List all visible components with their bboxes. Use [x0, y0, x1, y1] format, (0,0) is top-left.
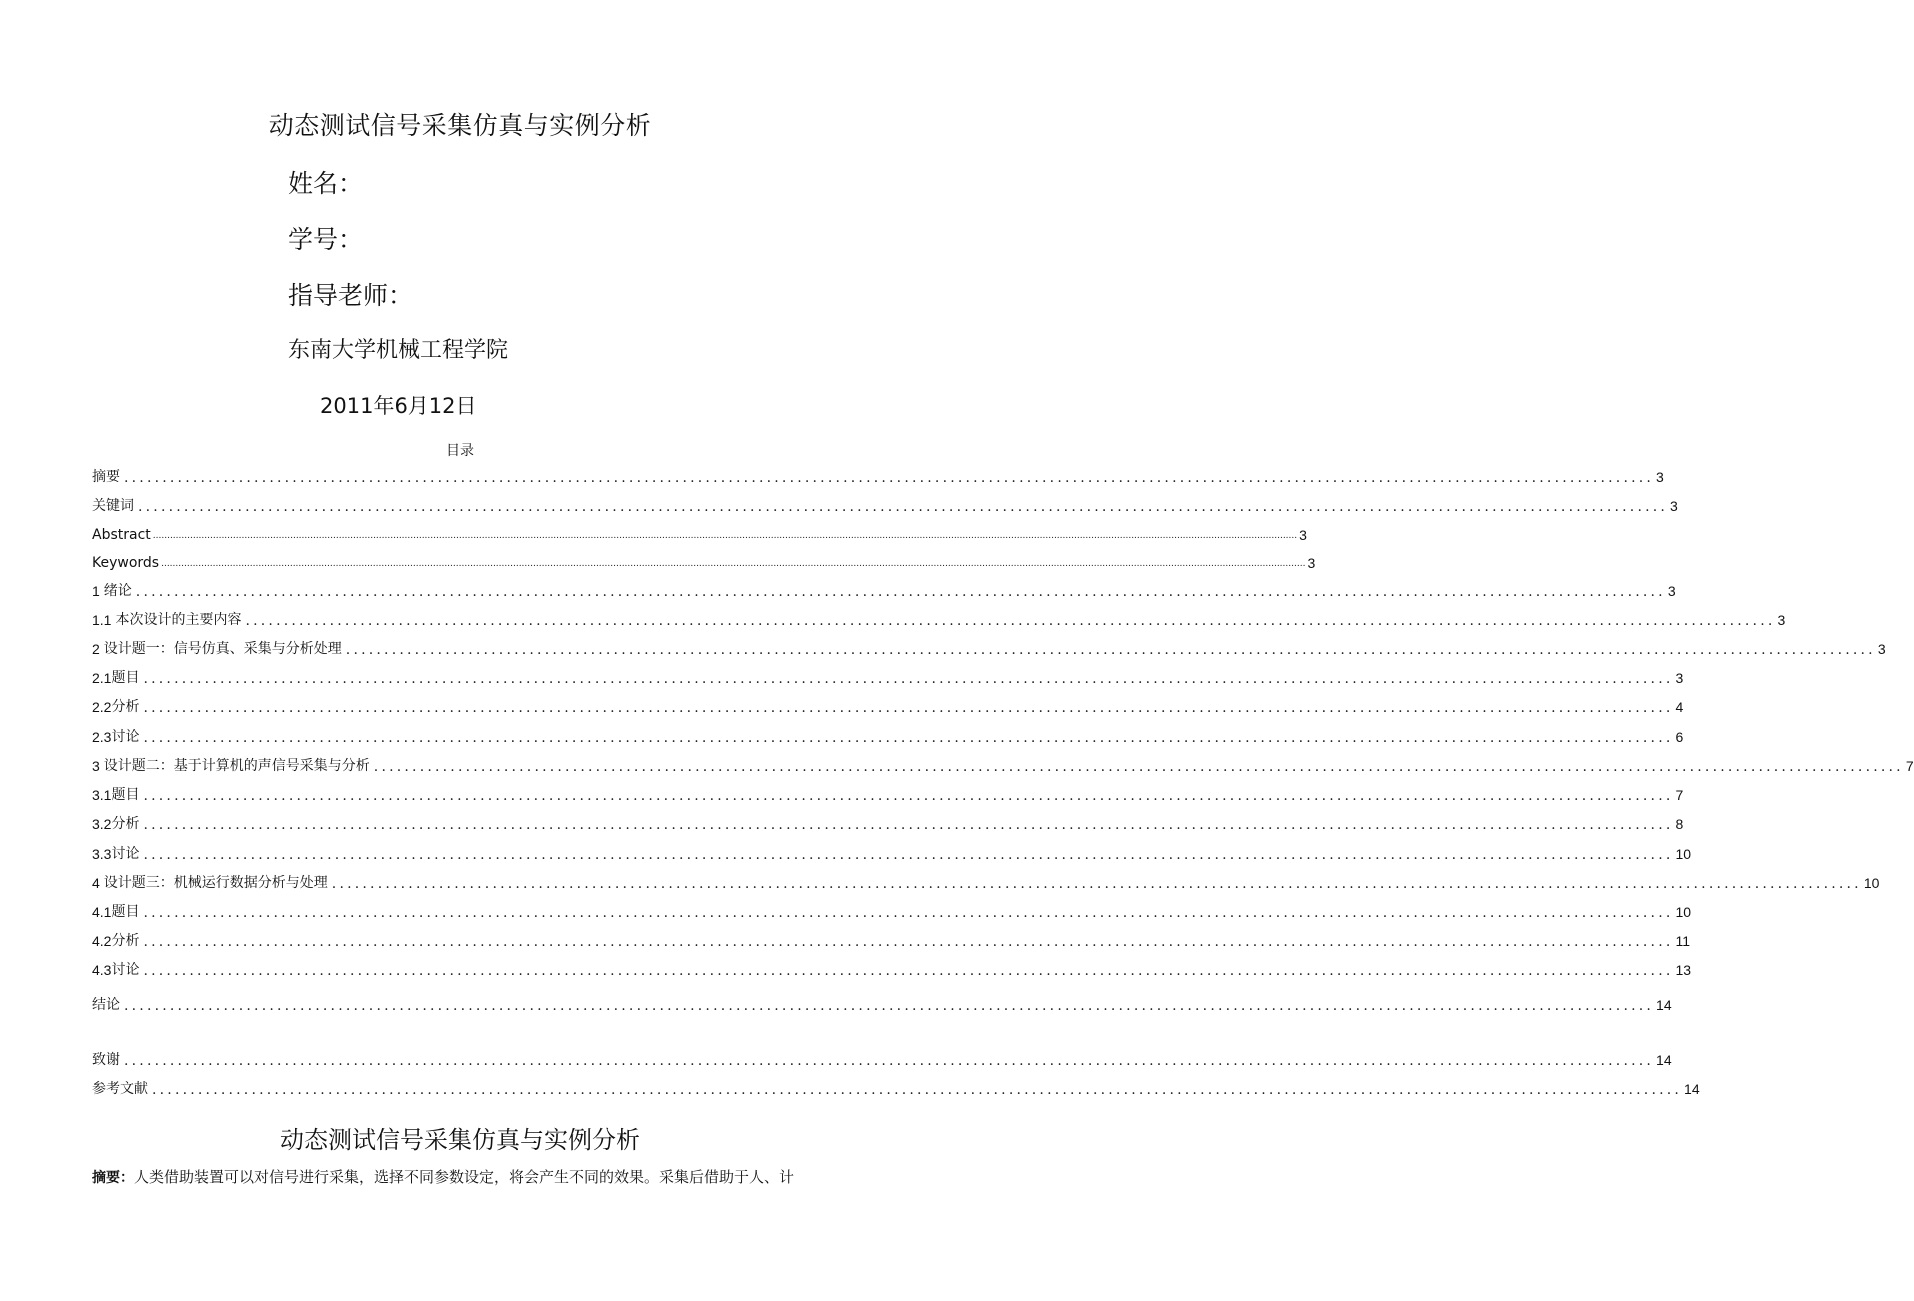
- toc-entry-label: 绪论: [103, 583, 132, 599]
- toc-entry-keywords-cn[interactable]: [92, 495, 1678, 515]
- toc-entry-label: 题目: [111, 904, 140, 920]
- toc-leader-dots: ........................................................................................................................................................................................................: [124, 1053, 1655, 1069]
- toc-entry-label: 分析: [111, 816, 140, 832]
- toc-entry-label: 结论: [92, 997, 120, 1013]
- toc-entry-label: 摘要: [92, 469, 120, 485]
- toc-leader-dots: ........................................................................................................................................................................................................: [143, 700, 1674, 716]
- toc-entry-number: 4: [92, 875, 100, 891]
- toc-entry-section-1[interactable]: [92, 580, 1676, 600]
- toc-entry-page: 10: [1675, 904, 1692, 920]
- toc-entry-page: 6: [1675, 729, 1684, 745]
- toc-entry-section-4-2[interactable]: [92, 930, 1691, 950]
- toc-entry-section-4-3[interactable]: [92, 959, 1692, 979]
- toc-entry-number: 1: [92, 583, 100, 599]
- toc-entry-page: 14: [1656, 997, 1672, 1013]
- toc-entry-page: 3: [1675, 670, 1684, 686]
- toc-entry-page: 7: [1675, 787, 1684, 803]
- toc-entry-number: 2.1: [92, 670, 112, 686]
- toc-entry-label: 设计题二：基于计算机的声信号采集与分析: [103, 758, 370, 774]
- toc-entry-number: 3.3: [92, 846, 112, 862]
- toc-entry-page: 3: [1299, 527, 1307, 543]
- toc-entry-number: 4.3: [92, 962, 112, 978]
- toc-entry-acknowledgements[interactable]: [92, 1049, 1672, 1069]
- toc-entry-label: 参考文献: [92, 1081, 148, 1097]
- toc-entry-number: 4.1: [92, 904, 112, 920]
- toc-leader-dots: ........................................................................................................................................................................................................: [331, 876, 1862, 892]
- toc-entry-label: Abstract: [92, 527, 151, 543]
- school-name: 东南大学机械工程学院: [288, 338, 509, 363]
- toc-entry-section-2[interactable]: [92, 638, 1886, 658]
- toc-entry-section-3-1[interactable]: [92, 784, 1684, 804]
- toc-entry-section-1-1[interactable]: [92, 609, 1786, 629]
- toc-entry-page: 8: [1675, 816, 1684, 832]
- toc-entry-label: 设计题三：机械运行数据分析与处理: [103, 875, 328, 891]
- toc-entry-page: 3: [1670, 498, 1678, 514]
- toc-entry-number: 2.3: [92, 729, 112, 745]
- toc-leader-dots: ................................................................................................................................................................................................................................................................................................................................................................................................................: [152, 531, 1298, 541]
- toc-entry-section-2-2[interactable]: [92, 696, 1684, 716]
- toc-entry-number: 1.1: [92, 612, 112, 628]
- abstract-label: 摘要：: [92, 1170, 134, 1186]
- toc-entry-label: 致谢: [92, 1052, 120, 1068]
- toc-entry-abstract-cn[interactable]: [92, 466, 1664, 486]
- cover-date: 2011年6月12日: [320, 394, 477, 418]
- toc-leader-dots: ........................................................................................................................................................................................................: [124, 470, 1655, 486]
- toc-entry-page: 4: [1675, 699, 1684, 715]
- toc-leader-dots: ........................................................................................................................................................................................................: [143, 730, 1674, 746]
- toc-leader-dots: ........................................................................................................................................................................................................: [152, 1082, 1683, 1098]
- toc-entry-label: 本次设计的主要内容: [115, 612, 242, 628]
- toc-leader-dots: ........................................................................................................................................................................................................: [143, 788, 1674, 804]
- toc-entry-number: 3.1: [92, 787, 112, 803]
- toc-entry-label: 题目: [111, 787, 140, 803]
- abstract-paragraph: [92, 1166, 832, 1187]
- toc-leader-dots: ........................................................................................................................................................................................................: [143, 671, 1674, 687]
- toc-entry-label: Keywords: [92, 555, 160, 571]
- toc-leader-dots: ........................................................................................................................................................................................................: [124, 998, 1655, 1014]
- toc-leader-dots: ........................................................................................................................................................................................................: [373, 759, 1904, 775]
- toc-entry-number: 4.2: [92, 933, 112, 949]
- advisor-field-label: 指导老师：: [288, 281, 414, 310]
- toc-leader-dots: ........................................................................................................................................................................................................: [143, 934, 1674, 950]
- toc-entry-section-2-3[interactable]: [92, 726, 1684, 746]
- toc-entry-references[interactable]: [92, 1078, 1700, 1098]
- body-title: 动态测试信号采集仿真与实例分析: [280, 1126, 640, 1154]
- student-id-field-label: 学号：: [288, 225, 364, 254]
- toc-leader-dots: ........................................................................................................................................................................................................: [345, 642, 1876, 658]
- toc-entry-page: 3: [1877, 641, 1886, 657]
- toc-entry-label: 讨论: [111, 846, 140, 862]
- toc-heading: 目录: [446, 443, 474, 459]
- toc-entry-page: 3: [1667, 583, 1676, 599]
- toc-entry-label: 题目: [111, 670, 140, 686]
- cover-title: 动态测试信号采集仿真与实例分析: [268, 111, 652, 140]
- toc-entry-page: 14: [1684, 1081, 1700, 1097]
- toc-entry-page: 11: [1675, 933, 1691, 949]
- toc-entry-page: 14: [1656, 1052, 1672, 1068]
- toc-entry-section-4-1[interactable]: [92, 901, 1692, 921]
- toc-leader-dots: ........................................................................................................................................................................................................: [135, 584, 1666, 600]
- toc-leader-dots: ........................................................................................................................................................................................................: [138, 499, 1669, 515]
- toc-entry-keywords-en[interactable]: [92, 552, 1316, 572]
- toc-entry-page: 3: [1777, 612, 1786, 628]
- toc-entry-page: 10: [1863, 875, 1880, 891]
- toc-entry-section-2-1[interactable]: [92, 667, 1684, 687]
- toc-entry-page: 3: [1307, 555, 1316, 571]
- toc-entry-section-3-2[interactable]: [92, 813, 1684, 833]
- toc-entry-label: 分析: [111, 699, 140, 715]
- toc-leader-dots: ........................................................................................................................................................................................................: [143, 847, 1674, 863]
- toc-leader-dots: ........................................................................................................................................................................................................: [143, 905, 1674, 921]
- toc-entry-label: 分析: [111, 933, 140, 949]
- toc-entry-page: 3: [1656, 469, 1664, 485]
- toc-entry-section-3-3[interactable]: [92, 843, 1692, 863]
- toc-entry-conclusion[interactable]: [92, 994, 1672, 1014]
- toc-entry-section-3[interactable]: [92, 755, 1914, 775]
- toc-entry-page: 10: [1675, 846, 1692, 862]
- toc-entry-number: 3: [92, 758, 100, 774]
- toc-entry-abstract-en[interactable]: [92, 524, 1307, 544]
- toc-entry-page: 13: [1675, 962, 1692, 978]
- name-field-label: 姓名：: [288, 169, 364, 198]
- toc-entry-number: 3.2: [92, 816, 112, 832]
- toc-entry-label: 关键词: [92, 498, 134, 514]
- toc-entry-section-4[interactable]: [92, 872, 1880, 892]
- toc-leader-dots: ........................................................................................................................................................................................................: [245, 613, 1776, 629]
- toc-leader-dots: ................................................................................................................................................................................................................................................................................................................................................................................................................: [161, 559, 1306, 569]
- toc-leader-dots: ........................................................................................................................................................................................................: [143, 817, 1674, 833]
- toc-entry-number: 2.2: [92, 699, 112, 715]
- toc-entry-label: 讨论: [111, 729, 140, 745]
- toc-entry-number: 2: [92, 641, 100, 657]
- toc-entry-label: 设计题一：信号仿真、采集与分析处理: [103, 641, 342, 657]
- abstract-text: 人类借助装置可以对信号进行采集，选择不同参数设定，将会产生不同的效果。采集后借助于人、计: [134, 1168, 795, 1186]
- toc-entry-page: 7: [1905, 758, 1914, 774]
- toc-leader-dots: ........................................................................................................................................................................................................: [143, 963, 1674, 979]
- toc-entry-label: 讨论: [111, 962, 140, 978]
